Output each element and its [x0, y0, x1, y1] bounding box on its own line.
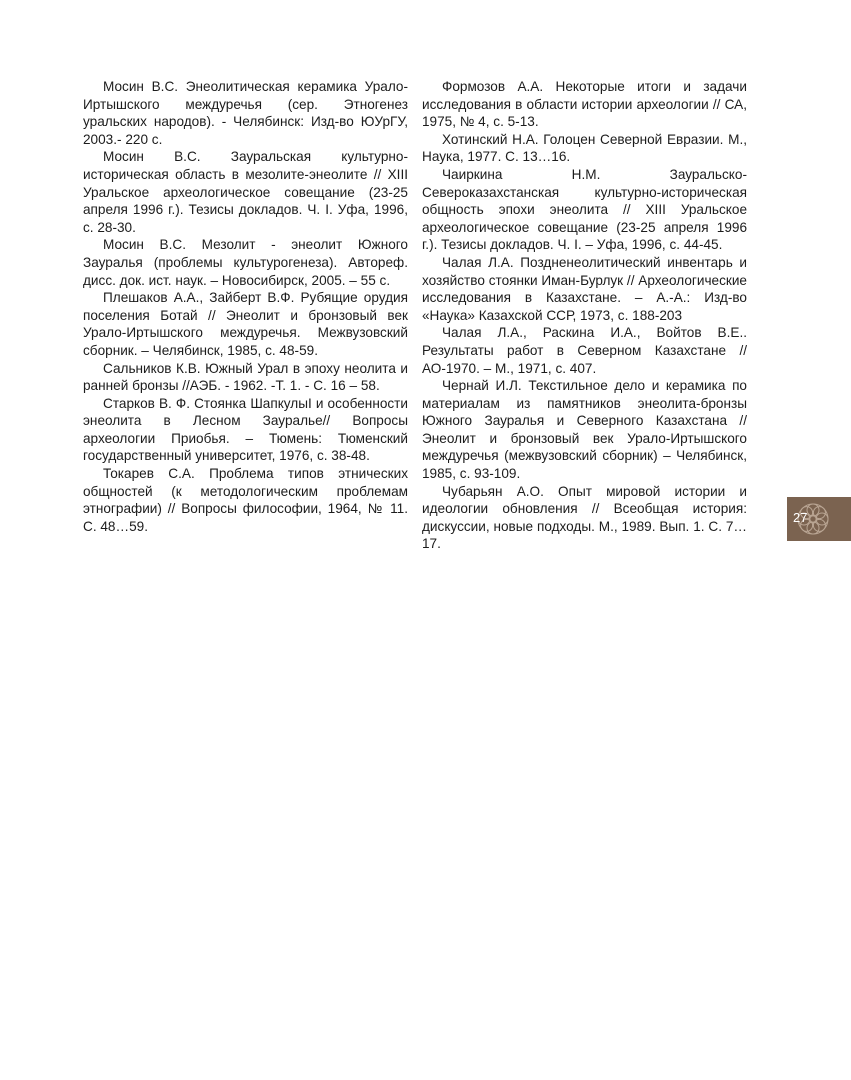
reference-entry: Сальников К.В. Южный Урал в эпоху неолита и ранней бронзы //АЭБ. - 1962. -Т. 1. - С. 16 – 58.	[83, 360, 408, 394]
reference-entry: Плешаков А.А., Зайберт В.Ф. Рубящие орудия поселения Ботай // Энеолит и бронзовый век Урало-Иртышского междуречья. Межвузовский сборник. – Челябинск, 1985, с. 48-59.	[83, 290, 408, 358]
reference-entry: Чаиркина Н.М. Зауральско-Североказахстанская культурно-историческая общность эпохи энеолита // XIII Уральское археологическое совещание (23-25 апреля 1996 г.). Тезисы докладов. Ч. I. – Уфа, 1996, с. 44-45.	[422, 166, 747, 253]
reference-entry: Старков В. Ф. Стоянка ШапкулыI и особенности энеолита в Лесном Зауралье// Вопросы археологии Приобья. – Тюмень: Тюменский государственный университет, 1976, с. 38-48.	[83, 395, 408, 464]
page-number: 27	[793, 510, 808, 525]
reference-entry: Чалая Л.А. Поздненеолитический инвентарь и хозяйство стоянки Иман-Бурлук // Археологические исследования в Казахстане. – А.-А.: Изд-во «Наука» Казахской ССР, 1973, с. 188-203	[422, 254, 747, 323]
reference-entry: Токарев С.А. Проблема типов этнических общностей (к методологическим проблемам этнографии) // Вопросы философии, 1964, № 11. С. 48…59.	[83, 466, 408, 534]
reference-entry: Мосин В.С. Зауральская культурно-историческая область в мезолите-энеолите // XIII Уральское археологическое совещание (23-25 апреля 1996 г.). Тезисы докладов. Ч. I. Уфа, 1996, с. 28-30.	[83, 149, 408, 235]
reference-entry: Хотинский Н.А. Голоцен Северной Евразии. М., Наука, 1977. С. 13…16.	[422, 131, 747, 165]
reference-entry: Чернай И.Л. Текстильное дело и керамика по материалам из памятников энеолита-бронзы Южного Зауралья и Северного Казахстана // Энеолит и бронзовый век Урало-Иртышского междуречья (межвузовский сборник) – Челябинск, 1985, с. 93-109.	[422, 378, 747, 482]
references-column-right	[422, 78, 747, 553]
reference-entry: Мосин В.С. Энеолитическая керамика Урало-Иртышского междуречья (сер. Этногенез уральских народов). - Челябинск: Изд-во ЮУрГУ, 2003.- 220 с.	[83, 79, 408, 147]
reference-entry: Формозов А.А. Некоторые итоги и задачи исследования в области истории археологии // СА, 1975, № 4, с. 5-13.	[422, 79, 747, 130]
reference-entry: Чубарьян А.О. Опыт мировой истории и идеологии обновления // Всеобщая история: дискуссии, новые подходы. М., 1989. Вып. 1. С. 7…17.	[422, 483, 747, 552]
reference-entry: Мосин В.С. Мезолит - энеолит Южного Зауралья (проблемы культурогенеза). Автореф. дисс. док. ист. наук. – Новосибирск, 2005. – 55 с.	[83, 237, 408, 288]
reference-entry: Чалая Л.А., Раскина И.А., Войтов В.Е.. Результаты работ в Северном Казахстане // АО-1970. – М., 1971, с. 407.	[422, 325, 747, 376]
references-column-left	[83, 78, 408, 535]
page-number-tab	[787, 497, 851, 541]
